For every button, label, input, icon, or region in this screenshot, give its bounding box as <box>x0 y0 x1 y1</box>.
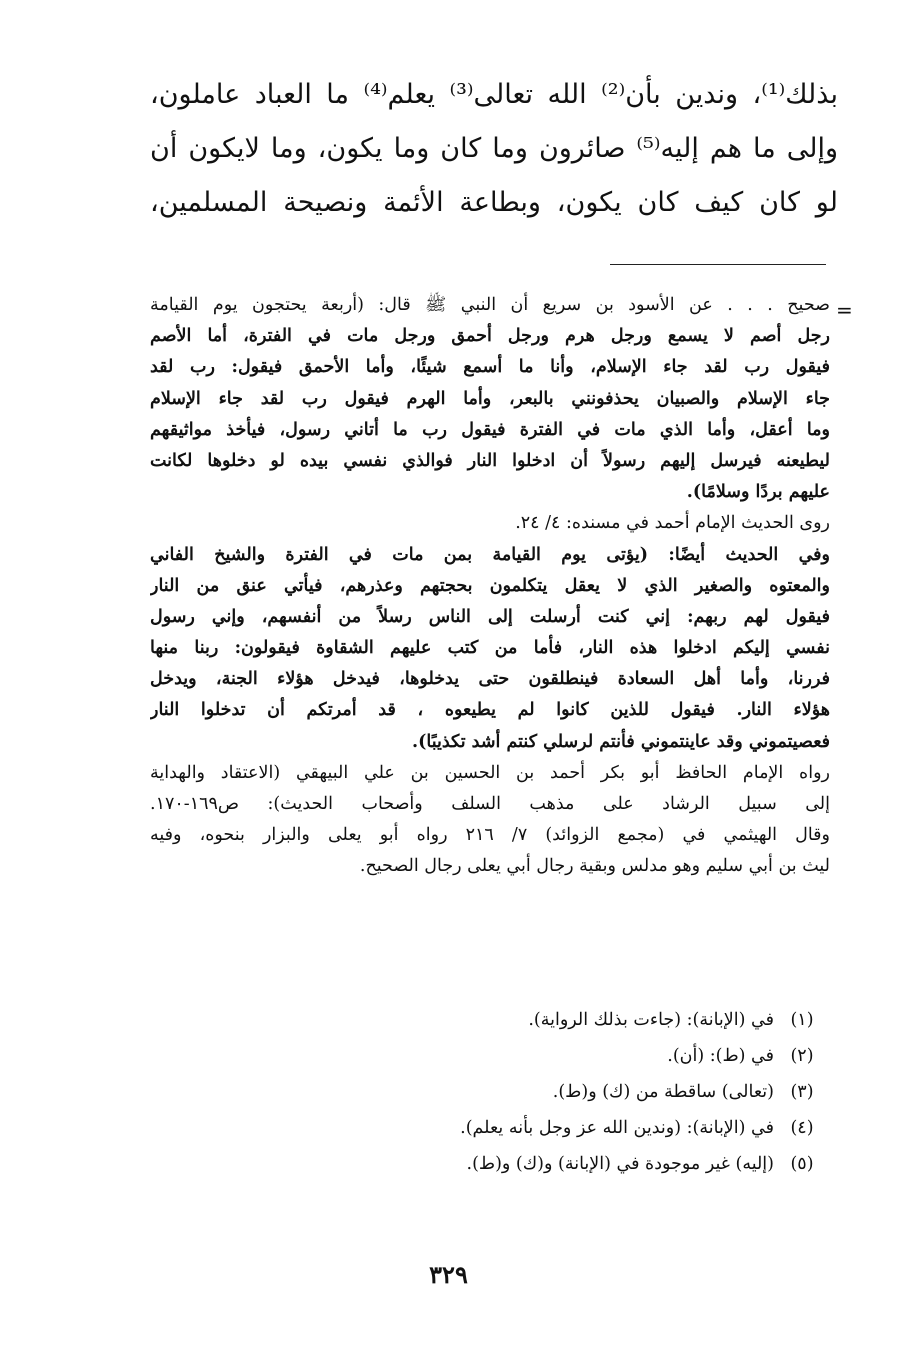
footnote-text: في (ط): (أن). <box>667 1046 774 1066</box>
footnote-number: (٣) <box>790 1082 814 1102</box>
source-line: وقال الهيثمي في (مجمع الزوائد) ٧/ ٢١٦ رواه أبو يعلى والبزار بنحوه، وفيه <box>150 825 830 846</box>
hadith-line: هؤلاء النار. فيقول للذين كانوا لم يطيعوه ، قد أمرتكم أن تدخلوا النار <box>150 700 830 721</box>
footnote-item <box>150 1110 830 1146</box>
main-text-line: بذلك⁽¹⁾، وندين بأن⁽²⁾ الله تعالى⁽³⁾ يعلم⁽⁴⁾ ما العباد عاملون، <box>150 79 838 110</box>
source-line: ليث بن أبي سليم وهو مدلس وبقية رجال أبي يعلى رجال الصحيح. <box>359 856 830 877</box>
footnote-item <box>150 1038 830 1074</box>
footnote-number: (٢) <box>790 1046 814 1066</box>
source-line: رواه الإمام الحافظ أبو بكر أحمد بن الحسين بن علي البيهقي (الاعتقاد والهداية <box>150 762 830 783</box>
footnote-number: (١) <box>790 1010 814 1030</box>
hadith-line: عليهم بردًا وسلامًا). <box>686 482 830 503</box>
source-line: روى الحديث الإمام أحمد في مسنده: ٤/ ٢٤. <box>515 513 830 534</box>
notes-block <box>150 290 830 883</box>
main-text-line: وإلى ما هم إليه⁽⁵⁾ صائرون وما كان وما يكون، وما لايكون أن <box>150 133 838 164</box>
footnote-item <box>150 1002 830 1038</box>
hadith-line: صحيح . . . عن الأسود بن سريع أن النبي ﷺ قال: (أربعة يحتجون يوم القيامة <box>150 295 830 315</box>
footnote-text: في (الإبانة): (وندين الله عز وجل بأنه يعلم). <box>460 1118 774 1138</box>
hadith-line: نفسي إليكم ادخلوا هذه النار، فأما من كتب عليهم الشقاوة فيقولون: ربنا منها <box>150 638 830 659</box>
main-text-line: لو كان كيف كان يكون، وبطاعة الأئمة ونصيحة المسلمين، <box>150 187 838 218</box>
hadith-line: فيقول لهم ربهم: إني كنت أرسلت إلى الناس رسلاً من أنفسهم، وإني رسول <box>150 606 830 627</box>
hadith-line: وفي الحديث أيضًا: (يؤتى يوم القيامة بمن مات في الفترة والشيخ الفاني <box>150 544 830 565</box>
hadith-line: فيقول رب لقد جاء الإسلام، وأنا ما أسمع شيئًا، وأما الأحمق فيقول: رب لقد <box>150 357 830 378</box>
footnote-text: (تعالى) ساقطة من (ك) و(ط). <box>552 1082 774 1102</box>
hadith-line: جاء الإسلام والصبيان يحذفونني بالبعر، وأما الهرم فيقول رب لقد جاء الإسلام <box>150 388 830 409</box>
hadith-line: رجل أصم لا يسمع ورجل هرم ورجل أحمق ورجل مات في الفترة، أما الأصم <box>150 326 830 347</box>
hadith-line: والمعتوه والصغير الذي لا يعقل يتكلمون بحجتهم وعذرهم، فيأتي عنق من النار <box>150 575 830 596</box>
footnote-number: (٥) <box>790 1154 814 1174</box>
footnote-text: (إليه) غير موجودة في (الإبانة) و(ك) و(ط). <box>466 1154 774 1174</box>
source-line: إلى سبيل الرشاد على مذهب السلف وأصحاب الحديث): ص١٦٩-١٧٠. <box>150 794 830 814</box>
hadith-line: فعصيتموني وقد عاينتموني فأنتم لرسلي كنتم أشد تكذيبًا). <box>412 731 830 752</box>
footnote-text: في (الإبانة): (جاءت بذلك الرواية). <box>528 1010 774 1030</box>
hadith-line: فررنا، وأما أهل السعادة فينطلقون حتى يدخلوها، فيدخل هؤلاء الجنة، ويدخل <box>150 669 830 690</box>
footnote-item <box>150 1146 830 1182</box>
footnote-list <box>150 1002 830 1182</box>
hadith-line: وما أعقل، وأما الذي مات في الفترة فيقول رب ما أتاني رسول، فيأخذ مواثيقهم <box>150 419 830 440</box>
footnote-divider <box>610 264 826 265</box>
page-number: ٣٢٩ <box>429 1260 468 1289</box>
continuation-mark: = <box>836 298 853 322</box>
main-text-block <box>150 68 838 230</box>
hadith-line: ليطيعنه فيرسل إليهم رسولاً أن ادخلوا النار فوالذي نفسي بيده لو دخلوها لكانت <box>150 450 830 471</box>
footnote-number: (٤) <box>790 1118 814 1138</box>
footnote-item <box>150 1074 830 1110</box>
